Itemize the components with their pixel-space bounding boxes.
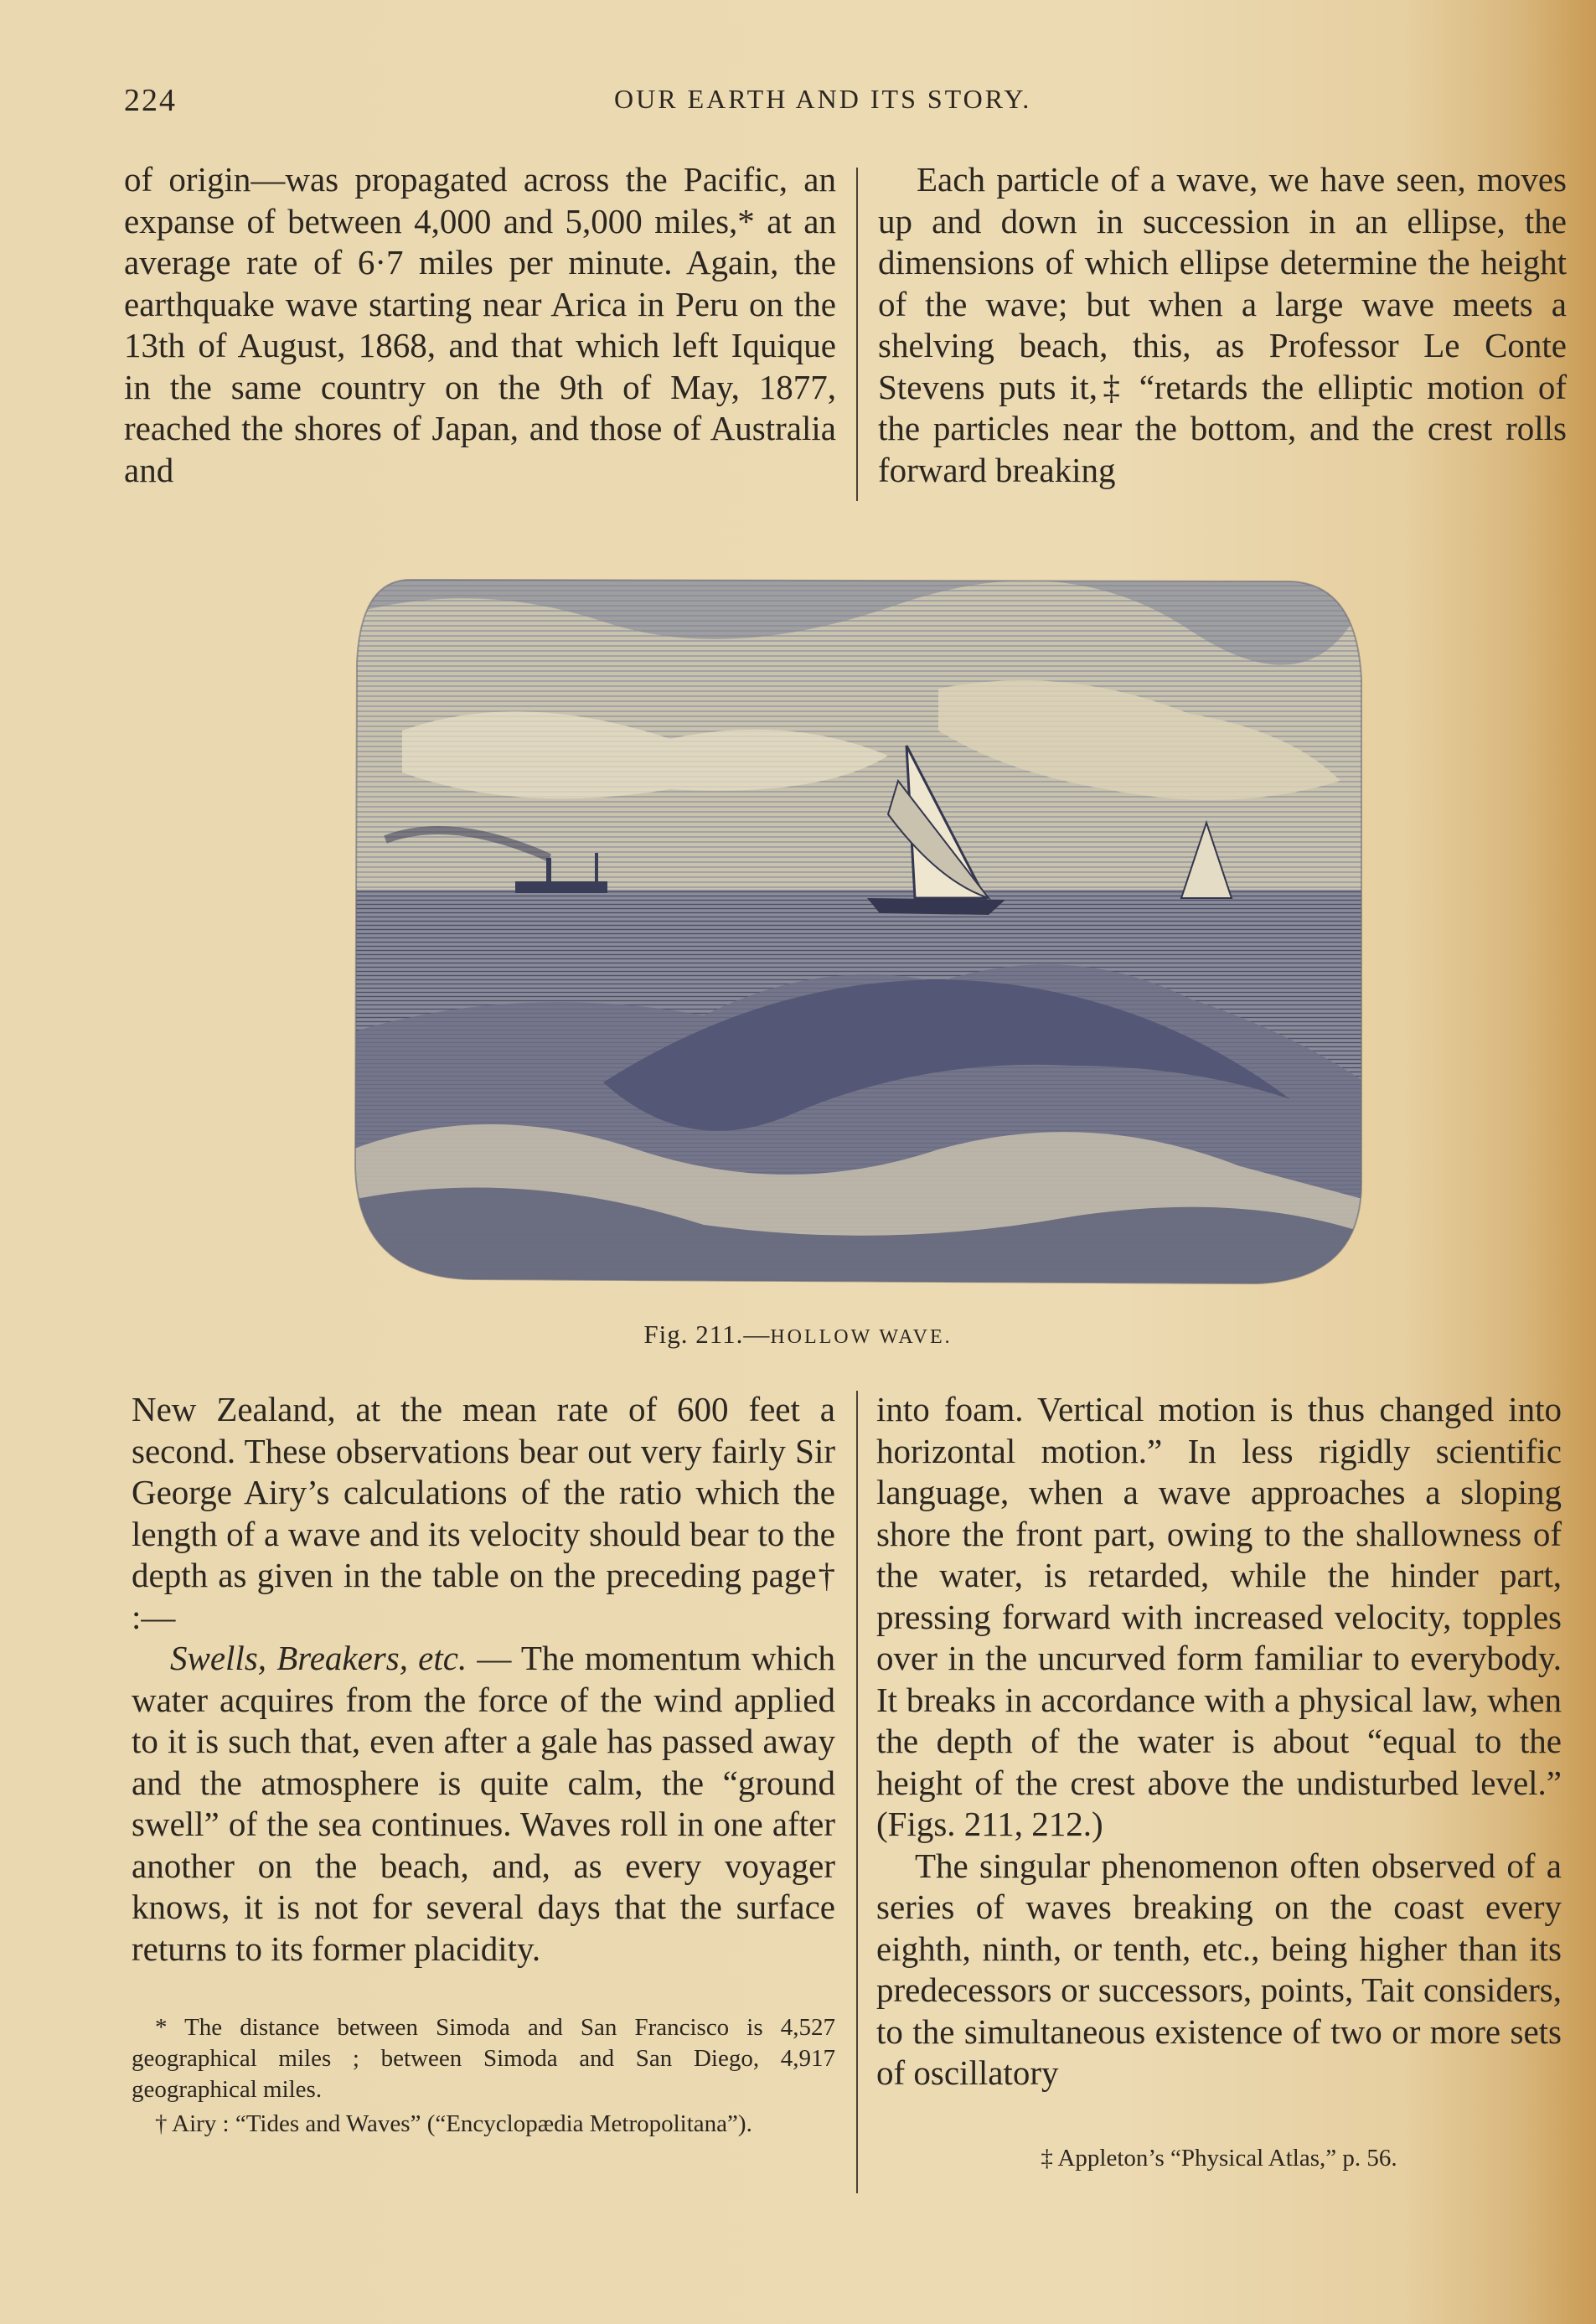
paragraph: Each particle of a wave, we have seen, moves up and down in succession in an ellipse, the dimensions of which ellipse determine the height of the wave; but when a large wave meets a shelving beach, this, as Professor Le Conte Stevens puts it,‡ “retards the elliptic motion of the particles near the bottom, and the crest rolls forward breaking [878,160,1567,489]
left-column-bottom [132,1389,835,1970]
right-column-bottom [876,1389,1562,2094]
footnote-dagger: † Airy : “Tides and Waves” (“Encyclopædia Metropolitana”). [155,2110,752,2137]
figure-caption [0,1320,1596,1350]
section-heading: Swells, Breakers, etc. [170,1639,467,1677]
figure-caption-number: Fig. 211.— [643,1320,771,1349]
left-column-top [124,159,836,491]
running-title: OUR EARTH AND ITS STORY. [614,84,1032,114]
paragraph: The singular phenomenon often observed of a series of waves breaking on the coast every eighth, ninth, or tenth, etc., being higher than its predecessors or successors, points, Tait considers, to the simultaneous existence of two or more sets of oscillatory [876,1846,1562,2092]
footnote-double-dagger: ‡ Appleton’s “Physical Atlas,” p. 56. [1041,2145,1397,2172]
figure-caption-title: HOLLOW WAVE. [770,1326,953,1348]
hollow-wave-engraving [352,563,1366,1292]
footnote-star: * The distance between Simoda and San Francisco is 4,527 geographical miles ; between Simoda and San Diego, 4,917 geographical miles. [132,2014,835,2103]
engraving-illustration [352,563,1366,1292]
page-number: 224 [124,83,177,118]
paragraph: of origin—was propagated across the Pacific, an expanse of between 4,000 and 5,000 miles,* at an average rate of 6·7 miles per minute. Again, the earthquake wave starting near Arica in Peru on the 13th of August, 1868, and that which left Iquique in the same country on the 9th of May, 1877, reached the shores of Japan, and those of Australia and [124,160,836,489]
paragraph: New Zealand, at the mean rate of 600 feet a second. These observations bear out very fairly Sir George Airy’s calculations of the ratio which the length of a wave and its velocity should bear to the depth as given in the table on the preceding page† :— [132,1390,835,1636]
right-column-top [878,159,1567,491]
page-header [124,82,1565,121]
paragraph-swells [132,1638,835,1970]
column-divider-top [856,168,858,501]
paragraph: into foam. Vertical motion is thus changed into horizontal motion.” In less rigidly scientific language, when a wave approaches a sloping shore the front part, owing to the shallowness of the water, is retarded, while the hinder part, pressing forward with increased velocity, topples over in the uncurved form familiar to everybody. It breaks in accordance with a physical law, when the depth of the water is about “equal to the height of the crest above the undisturbed level.” (Figs. 211, 212.) [876,1390,1562,1843]
footnotes-left [132,2012,835,2143]
paragraph-text: — The momentum which water acquires from the force of the wind applied to it is such that, even after a gale has passed away and the atmosphere is quite calm, the “ground swell” of the sea continues. Waves roll in one after another on the beach, and, as every voyager knows, it is not for several days that the surface returns to its former placidity. [132,1639,835,1968]
column-divider-bottom [856,1391,858,2193]
